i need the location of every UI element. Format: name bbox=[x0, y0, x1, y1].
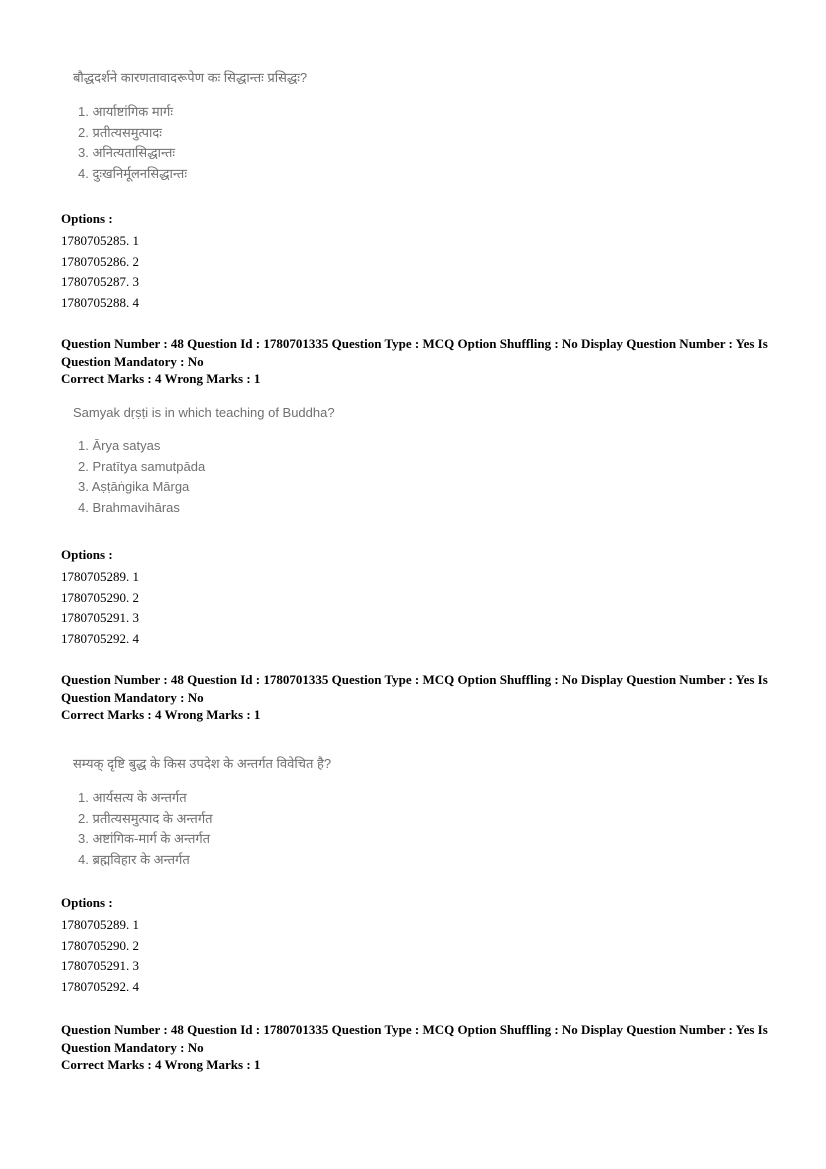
options-section bbox=[61, 894, 139, 997]
option-id-line: 1780705290. 2 bbox=[61, 589, 139, 605]
question-choice-list bbox=[73, 788, 331, 870]
option-id-line: 1780705291. 3 bbox=[61, 610, 139, 625]
options-section bbox=[61, 546, 139, 649]
option-id-line: 1780705286. 2 bbox=[61, 253, 139, 269]
question-marks: Correct Marks : 4 Wrong Marks : 1 bbox=[61, 371, 261, 386]
question-choice-list bbox=[73, 102, 307, 184]
question-image-sanskrit bbox=[73, 68, 307, 184]
question-choice: 1. आर्यसत्य के अन्तर्गत bbox=[78, 790, 187, 805]
question-meta bbox=[61, 671, 771, 724]
question-choice: 2. प्रतीत्यसमुत्पाद के अन्तर्गत bbox=[78, 810, 213, 826]
question-marks: Correct Marks : 4 Wrong Marks : 1 bbox=[61, 1057, 261, 1072]
option-id-line: 1780705285. 1 bbox=[61, 233, 139, 248]
question-choice: 4. दुःखनिर्मूलनसिद्धान्तः bbox=[78, 165, 187, 181]
question-meta bbox=[61, 1021, 771, 1074]
question-choice: 3. अष्टांगिक-मार्ग के अन्तर्गत bbox=[78, 831, 211, 846]
question-choice: 1. आर्याष्टांगिक मार्गः bbox=[78, 104, 173, 119]
option-id-line: 1780705292. 4 bbox=[61, 630, 139, 646]
question-stem: सम्यक् दृष्टि बुद्ध के किस उपदेश के अन्तर्गत विवेचित है? bbox=[73, 756, 332, 771]
question-meta-details: Question Number : 48 Question Id : 1780701335 Question Type : MCQ Option Shuffling : No Display Question Number : Yes Is Question Mandatory : No bbox=[61, 336, 768, 369]
question-choice: 2. Pratītya samutpāda bbox=[78, 458, 206, 474]
question-stem: Samyak dṛṣṭi is in which teaching of Buddha? bbox=[73, 405, 335, 420]
question-image-hindi bbox=[73, 754, 331, 870]
question-choice-list bbox=[73, 436, 335, 518]
option-id-line: 1780705288. 4 bbox=[61, 294, 139, 310]
question-choice: 4. Brahmavihāras bbox=[78, 499, 180, 515]
question-meta bbox=[61, 335, 771, 388]
option-id-line: 1780705291. 3 bbox=[61, 958, 139, 973]
question-image-english bbox=[73, 405, 335, 518]
question-choice: 3. Aṣṭāṅgika Mārga bbox=[78, 479, 190, 494]
question-meta-details: Question Number : 48 Question Id : 1780701335 Question Type : MCQ Option Shuffling : No Display Question Number : Yes Is Question Mandatory : No bbox=[61, 672, 768, 705]
question-choice: 1. Ārya satyas bbox=[78, 438, 161, 453]
question-meta-details: Question Number : 48 Question Id : 1780701335 Question Type : MCQ Option Shuffling : No Display Question Number : Yes Is Question Mandatory : No bbox=[61, 1022, 768, 1055]
options-label: Options : bbox=[61, 211, 113, 226]
question-choice: 4. ब्रह्मविहार के अन्तर्गत bbox=[78, 851, 190, 867]
question-marks: Correct Marks : 4 Wrong Marks : 1 bbox=[61, 707, 261, 722]
question-choice: 3. अनित्यतासिद्धान्तः bbox=[78, 145, 176, 160]
option-id-line: 1780705287. 3 bbox=[61, 274, 139, 289]
question-choice: 2. प्रतीत्यसमुत्पादः bbox=[78, 124, 162, 140]
question-stem: बौद्धदर्शने कारणतावादरूपेण कः सिद्धान्तः प्रसिद्धः? bbox=[73, 70, 308, 85]
options-section bbox=[61, 210, 139, 313]
option-id-line: 1780705289. 1 bbox=[61, 569, 139, 584]
option-id-line: 1780705290. 2 bbox=[61, 937, 139, 953]
option-id-line: 1780705292. 4 bbox=[61, 978, 139, 994]
options-label: Options : bbox=[61, 547, 113, 562]
options-label: Options : bbox=[61, 895, 113, 910]
option-id-line: 1780705289. 1 bbox=[61, 917, 139, 932]
